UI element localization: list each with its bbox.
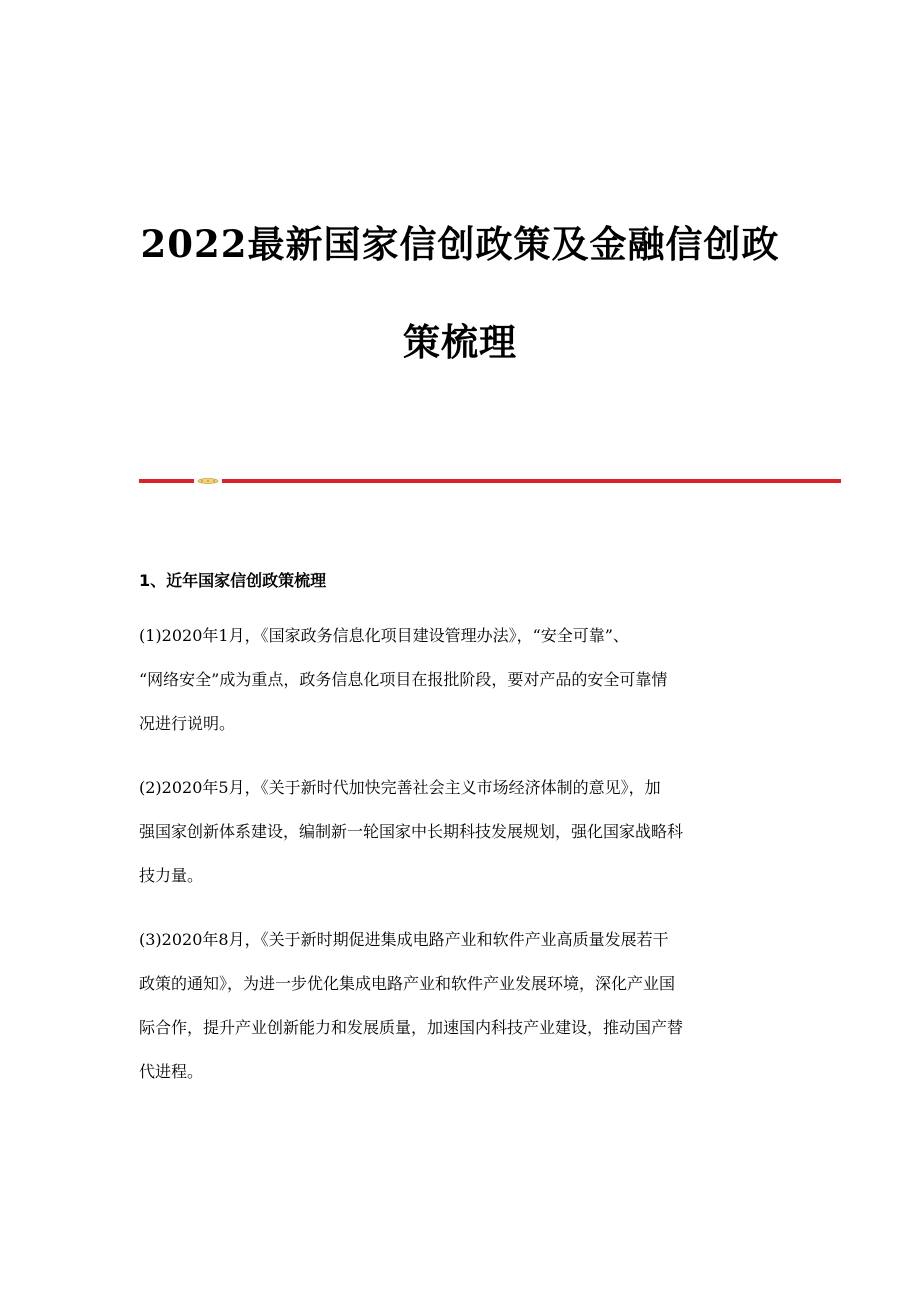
policy-paragraph	[139, 918, 779, 1094]
paragraph-line: 政策的通知》，为进一步优化集成电路产业和软件产业发展环境，深化产业国	[139, 974, 676, 993]
paragraph-line: 况进行说明。	[139, 714, 236, 733]
policy-paragraph	[139, 766, 779, 898]
document-title-line-2: 策梳理	[403, 320, 517, 364]
paragraph-line: 技力量。	[139, 866, 204, 885]
divider-bar-left	[139, 479, 194, 483]
divider-ornament-icon	[197, 478, 219, 484]
paragraph-line: (2)2020年5月，《关于新时代加快完善社会主义市场经济体制的意见》，加	[139, 778, 661, 797]
paragraph-line: 强国家创新体系建设，编制新一轮国家中长期科技发展规划，强化国家战略科	[139, 822, 684, 841]
section-heading: 1、近年国家信创政策梳理	[139, 571, 327, 590]
policy-paragraph	[139, 614, 779, 746]
paragraph-line: (1)2020年1月，《国家政务信息化项目建设管理办法》，“安全可靠”、	[139, 626, 629, 645]
document-title-line-1: 2022最新国家信创政策及金融信创政	[140, 222, 780, 266]
paragraph-line: 际合作，提升产业创新能力和发展质量，加速国内科技产业建设，推动国产替	[139, 1018, 684, 1037]
paragraph-line: 代进程。	[139, 1062, 204, 1081]
title-divider	[139, 477, 841, 485]
paragraph-line: (3)2020年8月，《关于新时期促进集成电路产业和软件产业高质量发展若干	[139, 930, 669, 949]
paragraph-line: “网络安全”成为重点，政务信息化项目在报批阶段，要对产品的安全可靠情	[139, 670, 668, 689]
divider-bar-right	[222, 479, 841, 483]
